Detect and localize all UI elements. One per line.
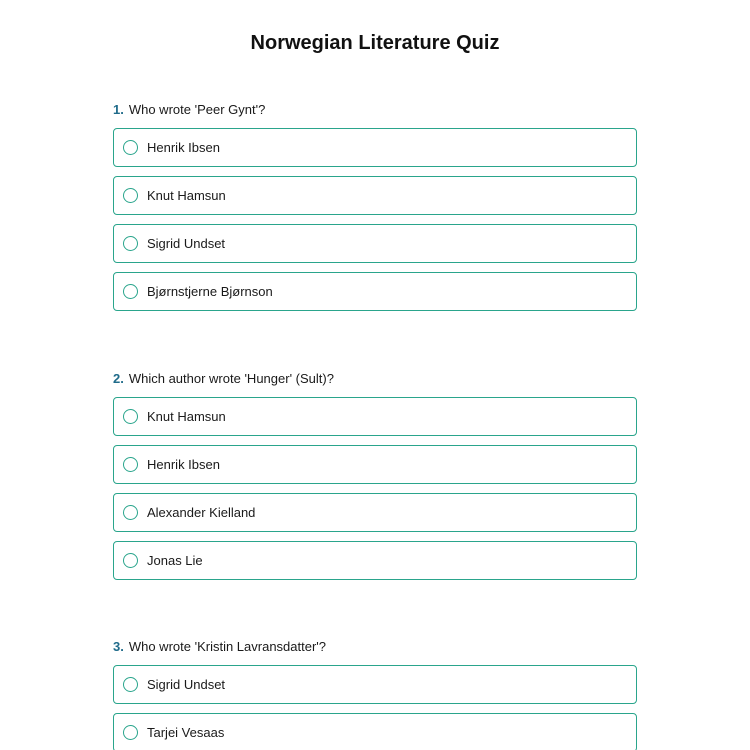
answer-option[interactable] [113, 128, 637, 167]
question-text [113, 639, 637, 655]
question-text [113, 371, 637, 387]
option-label: Tarjei Vesaas [147, 725, 225, 740]
radio-icon[interactable] [123, 236, 138, 251]
answer-option[interactable] [113, 713, 637, 750]
answer-option[interactable] [113, 176, 637, 215]
radio-icon[interactable] [123, 725, 138, 740]
option-label: Sigrid Undset [147, 677, 226, 692]
answer-option[interactable] [113, 224, 637, 263]
question-3 [113, 639, 637, 750]
option-label: Knut Hamsun [147, 409, 226, 424]
question-number: 2. [113, 371, 124, 386]
radio-icon[interactable] [123, 505, 138, 520]
answer-option[interactable] [113, 272, 637, 311]
option-label: Henrik Ibsen [147, 457, 220, 472]
question-2 [113, 371, 637, 589]
question-number: 1. [113, 102, 124, 117]
radio-icon[interactable] [123, 553, 138, 568]
radio-icon[interactable] [123, 677, 138, 692]
page-title: Norwegian Literature Quiz [250, 32, 500, 54]
option-label: Henrik Ibsen [147, 140, 220, 155]
answer-option[interactable] [113, 665, 637, 704]
radio-icon[interactable] [123, 409, 138, 424]
question-text [113, 102, 637, 118]
question-number: 3. [113, 639, 124, 654]
radio-icon[interactable] [123, 284, 138, 299]
option-label: Alexander Kielland [147, 505, 256, 520]
answer-option[interactable] [113, 493, 637, 532]
option-label: Knut Hamsun [147, 188, 226, 203]
answer-option[interactable] [113, 397, 637, 436]
radio-icon[interactable] [123, 188, 138, 203]
answer-option[interactable] [113, 445, 637, 484]
question-label: Who wrote 'Peer Gynt'? [128, 102, 266, 117]
radio-icon[interactable] [123, 457, 138, 472]
radio-icon[interactable] [123, 140, 138, 155]
question-label: Which author wrote 'Hunger' (Sult)? [128, 371, 334, 386]
question-1 [113, 102, 637, 320]
answer-option[interactable] [113, 541, 637, 580]
option-label: Jonas Lie [147, 553, 203, 568]
option-label: Sigrid Undset [147, 236, 226, 251]
question-label: Who wrote 'Kristin Lavransdatter'? [128, 639, 327, 654]
option-label: Bjørnstjerne Bjørnson [147, 284, 273, 299]
